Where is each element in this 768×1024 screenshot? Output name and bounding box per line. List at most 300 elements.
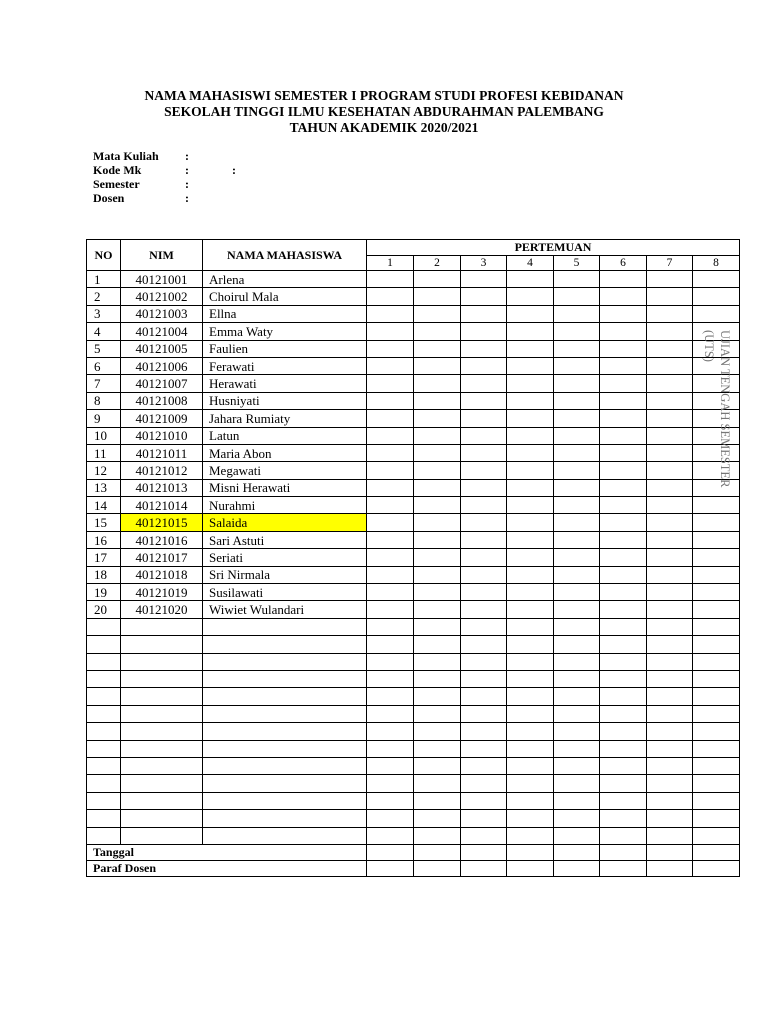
attendance-cell[interactable] bbox=[507, 340, 554, 357]
attendance-cell[interactable] bbox=[693, 670, 740, 687]
attendance-cell[interactable] bbox=[367, 775, 414, 792]
attendance-cell[interactable] bbox=[693, 705, 740, 722]
attendance-cell[interactable] bbox=[414, 323, 461, 340]
attendance-cell[interactable] bbox=[367, 618, 414, 635]
attendance-cell[interactable] bbox=[414, 775, 461, 792]
attendance-cell[interactable] bbox=[414, 497, 461, 514]
student-name: Sari Astuti bbox=[203, 531, 367, 548]
attendance-cell[interactable] bbox=[600, 514, 647, 531]
attendance-cell[interactable] bbox=[693, 549, 740, 566]
attendance-cell[interactable] bbox=[554, 636, 600, 653]
attendance-cell[interactable] bbox=[554, 392, 600, 409]
attendance-cell[interactable] bbox=[554, 479, 600, 496]
attendance-cell[interactable] bbox=[461, 810, 507, 827]
attendance-cell[interactable] bbox=[600, 688, 647, 705]
attendance-cell[interactable] bbox=[600, 670, 647, 687]
attendance-cell[interactable] bbox=[461, 723, 507, 740]
attendance-cell[interactable] bbox=[693, 723, 740, 740]
attendance-cell[interactable] bbox=[461, 584, 507, 601]
student-nim bbox=[121, 618, 203, 635]
attendance-cell[interactable] bbox=[507, 775, 554, 792]
attendance-cell[interactable] bbox=[507, 636, 554, 653]
attendance-cell[interactable] bbox=[414, 705, 461, 722]
attendance-cell[interactable] bbox=[507, 288, 554, 305]
attendance-cell[interactable] bbox=[600, 584, 647, 601]
attendance-cell[interactable] bbox=[554, 827, 600, 844]
attendance-cell[interactable] bbox=[367, 410, 414, 427]
student-name: Choirul Mala bbox=[203, 288, 367, 305]
attendance-cell[interactable] bbox=[647, 410, 693, 427]
signature-cell[interactable] bbox=[507, 860, 554, 876]
attendance-cell[interactable] bbox=[367, 462, 414, 479]
attendance-cell[interactable] bbox=[554, 601, 600, 618]
attendance-cell[interactable] bbox=[554, 514, 600, 531]
attendance-cell[interactable] bbox=[414, 271, 461, 288]
attendance-cell[interactable] bbox=[367, 566, 414, 583]
student-name bbox=[203, 775, 367, 792]
attendance-cell[interactable] bbox=[600, 775, 647, 792]
attendance-cell[interactable] bbox=[600, 497, 647, 514]
attendance-cell[interactable] bbox=[600, 636, 647, 653]
attendance-cell[interactable] bbox=[461, 775, 507, 792]
attendance-cell[interactable] bbox=[461, 827, 507, 844]
attendance-cell[interactable] bbox=[647, 810, 693, 827]
attendance-cell[interactable] bbox=[647, 566, 693, 583]
attendance-cell[interactable] bbox=[507, 323, 554, 340]
attendance-cell[interactable] bbox=[367, 357, 414, 374]
attendance-cell[interactable] bbox=[414, 601, 461, 618]
attendance-cell[interactable] bbox=[414, 549, 461, 566]
attendance-cell[interactable] bbox=[554, 723, 600, 740]
attendance-cell[interactable] bbox=[367, 792, 414, 809]
attendance-cell[interactable] bbox=[693, 757, 740, 774]
row-number bbox=[87, 792, 121, 809]
attendance-cell[interactable] bbox=[461, 357, 507, 374]
attendance-cell[interactable] bbox=[554, 410, 600, 427]
attendance-cell[interactable] bbox=[647, 271, 693, 288]
attendance-cell[interactable] bbox=[600, 549, 647, 566]
attendance-cell[interactable] bbox=[647, 514, 693, 531]
attendance-cell[interactable] bbox=[693, 792, 740, 809]
attendance-cell[interactable] bbox=[461, 497, 507, 514]
attendance-cell[interactable] bbox=[367, 479, 414, 496]
attendance-cell[interactable] bbox=[461, 410, 507, 427]
student-nim: 40121005 bbox=[121, 340, 203, 357]
student-nim: 40121004 bbox=[121, 323, 203, 340]
attendance-cell[interactable] bbox=[461, 288, 507, 305]
attendance-cell[interactable] bbox=[367, 531, 414, 548]
attendance-cell[interactable] bbox=[414, 410, 461, 427]
attendance-cell[interactable] bbox=[693, 740, 740, 757]
attendance-cell[interactable] bbox=[554, 740, 600, 757]
attendance-cell[interactable] bbox=[600, 705, 647, 722]
row-number: 3 bbox=[87, 305, 121, 322]
attendance-cell[interactable] bbox=[367, 392, 414, 409]
attendance-cell[interactable] bbox=[554, 444, 600, 461]
attendance-cell[interactable] bbox=[693, 531, 740, 548]
attendance-cell[interactable] bbox=[461, 375, 507, 392]
signature-cell[interactable] bbox=[693, 860, 740, 876]
attendance-cell[interactable] bbox=[414, 357, 461, 374]
attendance-cell[interactable] bbox=[647, 375, 693, 392]
attendance-cell[interactable] bbox=[507, 305, 554, 322]
attendance-cell[interactable] bbox=[367, 601, 414, 618]
attendance-cell[interactable] bbox=[414, 427, 461, 444]
attendance-cell[interactable] bbox=[414, 392, 461, 409]
attendance-cell[interactable] bbox=[693, 288, 740, 305]
attendance-cell[interactable] bbox=[461, 427, 507, 444]
attendance-cell[interactable] bbox=[367, 688, 414, 705]
attendance-cell[interactable] bbox=[554, 462, 600, 479]
attendance-cell[interactable] bbox=[461, 531, 507, 548]
attendance-cell[interactable] bbox=[414, 462, 461, 479]
date-cell[interactable] bbox=[600, 844, 647, 860]
attendance-cell[interactable] bbox=[461, 740, 507, 757]
attendance-cell[interactable] bbox=[554, 584, 600, 601]
colon: : bbox=[232, 163, 236, 177]
attendance-cell[interactable] bbox=[554, 705, 600, 722]
attendance-cell[interactable] bbox=[367, 497, 414, 514]
attendance-cell[interactable] bbox=[507, 601, 554, 618]
attendance-cell[interactable] bbox=[647, 479, 693, 496]
attendance-cell[interactable] bbox=[414, 792, 461, 809]
attendance-cell[interactable] bbox=[600, 427, 647, 444]
student-name: Salaida bbox=[203, 514, 367, 531]
attendance-cell[interactable] bbox=[414, 375, 461, 392]
attendance-cell[interactable] bbox=[507, 357, 554, 374]
attendance-cell[interactable] bbox=[507, 827, 554, 844]
attendance-cell[interactable] bbox=[647, 670, 693, 687]
attendance-cell[interactable] bbox=[647, 288, 693, 305]
empty-row bbox=[87, 705, 740, 722]
attendance-cell[interactable] bbox=[507, 375, 554, 392]
attendance-cell[interactable] bbox=[367, 705, 414, 722]
attendance-cell[interactable] bbox=[507, 410, 554, 427]
signature-cell[interactable] bbox=[600, 860, 647, 876]
attendance-cell[interactable] bbox=[507, 792, 554, 809]
attendance-cell[interactable] bbox=[554, 305, 600, 322]
attendance-cell[interactable] bbox=[461, 601, 507, 618]
attendance-cell[interactable] bbox=[600, 288, 647, 305]
colon: : bbox=[185, 191, 189, 205]
signature-cell[interactable] bbox=[414, 860, 461, 876]
date-cell[interactable] bbox=[693, 844, 740, 860]
attendance-cell[interactable] bbox=[647, 340, 693, 357]
date-cell[interactable] bbox=[367, 844, 414, 860]
attendance-cell[interactable] bbox=[647, 601, 693, 618]
attendance-cell[interactable] bbox=[647, 392, 693, 409]
mata-kuliah-label: Mata Kuliah bbox=[93, 149, 159, 163]
attendance-cell[interactable] bbox=[647, 531, 693, 548]
attendance-cell[interactable] bbox=[507, 479, 554, 496]
attendance-cell[interactable] bbox=[693, 688, 740, 705]
attendance-cell[interactable] bbox=[507, 566, 554, 583]
attendance-cell[interactable] bbox=[461, 340, 507, 357]
attendance-cell[interactable] bbox=[693, 584, 740, 601]
attendance-cell[interactable] bbox=[507, 705, 554, 722]
meeting-number: 8 bbox=[693, 256, 740, 271]
attendance-cell[interactable] bbox=[367, 323, 414, 340]
attendance-cell[interactable] bbox=[693, 810, 740, 827]
student-name: Misni Herawati bbox=[203, 479, 367, 496]
attendance-cell[interactable] bbox=[600, 792, 647, 809]
attendance-cell[interactable] bbox=[414, 531, 461, 548]
attendance-cell[interactable] bbox=[507, 531, 554, 548]
attendance-cell[interactable] bbox=[414, 757, 461, 774]
attendance-cell[interactable] bbox=[507, 757, 554, 774]
attendance-cell[interactable] bbox=[461, 514, 507, 531]
attendance-cell[interactable] bbox=[647, 305, 693, 322]
signature-cell[interactable] bbox=[647, 860, 693, 876]
attendance-cell[interactable] bbox=[647, 723, 693, 740]
attendance-cell[interactable] bbox=[367, 757, 414, 774]
attendance-cell[interactable] bbox=[600, 462, 647, 479]
attendance-cell[interactable] bbox=[507, 514, 554, 531]
attendance-cell[interactable] bbox=[647, 323, 693, 340]
attendance-cell[interactable] bbox=[367, 444, 414, 461]
attendance-cell[interactable] bbox=[600, 357, 647, 374]
attendance-cell[interactable] bbox=[600, 410, 647, 427]
attendance-cell[interactable] bbox=[461, 271, 507, 288]
attendance-cell[interactable] bbox=[647, 427, 693, 444]
attendance-cell[interactable] bbox=[507, 497, 554, 514]
attendance-cell[interactable] bbox=[554, 757, 600, 774]
attendance-cell[interactable] bbox=[647, 357, 693, 374]
title-line-2: SEKOLAH TINGGI ILMU KESEHATAN ABDURAHMAN PALEMBANG bbox=[164, 104, 604, 119]
attendance-cell[interactable] bbox=[461, 636, 507, 653]
attendance-cell[interactable] bbox=[600, 444, 647, 461]
attendance-cell[interactable] bbox=[414, 688, 461, 705]
attendance-cell[interactable] bbox=[693, 305, 740, 322]
attendance-cell[interactable] bbox=[507, 653, 554, 670]
attendance-cell[interactable] bbox=[693, 618, 740, 635]
attendance-cell[interactable] bbox=[647, 549, 693, 566]
attendance-cell[interactable] bbox=[461, 323, 507, 340]
attendance-cell[interactable] bbox=[461, 462, 507, 479]
attendance-cell[interactable] bbox=[461, 618, 507, 635]
attendance-cell[interactable] bbox=[461, 392, 507, 409]
student-name bbox=[203, 636, 367, 653]
signature-cell[interactable] bbox=[367, 860, 414, 876]
student-row bbox=[87, 531, 740, 548]
attendance-cell[interactable] bbox=[367, 653, 414, 670]
attendance-cell[interactable] bbox=[367, 305, 414, 322]
attendance-cell[interactable] bbox=[647, 705, 693, 722]
date-cell[interactable] bbox=[414, 844, 461, 860]
attendance-cell[interactable] bbox=[600, 375, 647, 392]
attendance-cell[interactable] bbox=[414, 584, 461, 601]
attendance-cell[interactable] bbox=[600, 323, 647, 340]
attendance-cell[interactable] bbox=[414, 514, 461, 531]
attendance-cell[interactable] bbox=[507, 618, 554, 635]
attendance-cell[interactable] bbox=[693, 601, 740, 618]
attendance-cell[interactable] bbox=[647, 740, 693, 757]
attendance-cell[interactable] bbox=[507, 670, 554, 687]
attendance-cell[interactable] bbox=[507, 271, 554, 288]
attendance-cell[interactable] bbox=[507, 740, 554, 757]
attendance-cell[interactable] bbox=[554, 549, 600, 566]
attendance-cell[interactable] bbox=[647, 827, 693, 844]
attendance-cell[interactable] bbox=[554, 375, 600, 392]
attendance-cell[interactable] bbox=[507, 688, 554, 705]
attendance-cell[interactable] bbox=[367, 514, 414, 531]
colon: : bbox=[185, 177, 189, 191]
attendance-cell[interactable] bbox=[507, 723, 554, 740]
attendance-cell[interactable] bbox=[600, 340, 647, 357]
attendance-cell[interactable] bbox=[367, 670, 414, 687]
attendance-cell[interactable] bbox=[647, 653, 693, 670]
student-nim bbox=[121, 792, 203, 809]
attendance-cell[interactable] bbox=[367, 584, 414, 601]
attendance-cell[interactable] bbox=[693, 566, 740, 583]
attendance-cell[interactable] bbox=[554, 271, 600, 288]
attendance-cell[interactable] bbox=[367, 288, 414, 305]
attendance-cell[interactable] bbox=[554, 288, 600, 305]
attendance-cell[interactable] bbox=[647, 775, 693, 792]
attendance-cell[interactable] bbox=[414, 618, 461, 635]
attendance-cell[interactable] bbox=[414, 827, 461, 844]
attendance-cell[interactable] bbox=[600, 305, 647, 322]
attendance-cell[interactable] bbox=[367, 271, 414, 288]
attendance-cell[interactable] bbox=[367, 549, 414, 566]
attendance-cell[interactable] bbox=[461, 705, 507, 722]
date-cell[interactable] bbox=[461, 844, 507, 860]
attendance-cell[interactable] bbox=[414, 740, 461, 757]
attendance-cell[interactable] bbox=[414, 636, 461, 653]
attendance-cell[interactable] bbox=[367, 723, 414, 740]
attendance-cell[interactable] bbox=[554, 688, 600, 705]
attendance-cell[interactable] bbox=[554, 340, 600, 357]
signature-cell[interactable] bbox=[461, 860, 507, 876]
attendance-cell[interactable] bbox=[554, 792, 600, 809]
attendance-cell[interactable] bbox=[600, 618, 647, 635]
attendance-cell[interactable] bbox=[414, 340, 461, 357]
attendance-cell[interactable] bbox=[461, 444, 507, 461]
attendance-cell[interactable] bbox=[461, 566, 507, 583]
student-nim bbox=[121, 740, 203, 757]
attendance-cell[interactable] bbox=[414, 810, 461, 827]
student-row bbox=[87, 444, 740, 461]
student-name bbox=[203, 723, 367, 740]
attendance-cell[interactable] bbox=[414, 723, 461, 740]
attendance-cell[interactable] bbox=[461, 792, 507, 809]
attendance-cell[interactable] bbox=[600, 531, 647, 548]
attendance-cell[interactable] bbox=[461, 305, 507, 322]
attendance-cell[interactable] bbox=[414, 653, 461, 670]
attendance-cell[interactable] bbox=[693, 775, 740, 792]
attendance-cell[interactable] bbox=[600, 757, 647, 774]
student-name bbox=[203, 670, 367, 687]
attendance-cell[interactable] bbox=[507, 810, 554, 827]
attendance-cell[interactable] bbox=[461, 479, 507, 496]
attendance-cell[interactable] bbox=[367, 827, 414, 844]
attendance-cell[interactable] bbox=[600, 271, 647, 288]
attendance-cell[interactable] bbox=[647, 757, 693, 774]
attendance-cell[interactable] bbox=[461, 653, 507, 670]
attendance-cell[interactable] bbox=[600, 392, 647, 409]
attendance-cell[interactable] bbox=[414, 288, 461, 305]
attendance-cell[interactable] bbox=[647, 688, 693, 705]
attendance-cell[interactable] bbox=[507, 549, 554, 566]
attendance-cell[interactable] bbox=[600, 653, 647, 670]
student-row bbox=[87, 305, 740, 322]
attendance-cell[interactable] bbox=[507, 444, 554, 461]
attendance-cell[interactable] bbox=[647, 497, 693, 514]
attendance-cell[interactable] bbox=[554, 810, 600, 827]
attendance-cell[interactable] bbox=[461, 549, 507, 566]
row-number: 12 bbox=[87, 462, 121, 479]
student-name bbox=[203, 705, 367, 722]
attendance-cell[interactable] bbox=[647, 636, 693, 653]
attendance-cell[interactable] bbox=[414, 305, 461, 322]
attendance-cell[interactable] bbox=[507, 584, 554, 601]
row-number: 7 bbox=[87, 375, 121, 392]
attendance-cell[interactable] bbox=[461, 670, 507, 687]
attendance-cell[interactable] bbox=[414, 479, 461, 496]
attendance-cell[interactable] bbox=[693, 827, 740, 844]
attendance-cell[interactable] bbox=[600, 723, 647, 740]
attendance-cell[interactable] bbox=[367, 740, 414, 757]
attendance-cell[interactable] bbox=[647, 462, 693, 479]
attendance-cell[interactable] bbox=[600, 601, 647, 618]
attendance-cell[interactable] bbox=[507, 462, 554, 479]
attendance-cell[interactable] bbox=[554, 357, 600, 374]
attendance-cell[interactable] bbox=[554, 531, 600, 548]
attendance-cell[interactable] bbox=[367, 636, 414, 653]
attendance-cell[interactable] bbox=[554, 653, 600, 670]
student-nim: 40121012 bbox=[121, 462, 203, 479]
attendance-cell[interactable] bbox=[693, 271, 740, 288]
signature-cell[interactable] bbox=[554, 860, 600, 876]
attendance-cell[interactable] bbox=[554, 427, 600, 444]
attendance-cell[interactable] bbox=[554, 670, 600, 687]
attendance-cell[interactable] bbox=[647, 792, 693, 809]
attendance-cell[interactable] bbox=[647, 584, 693, 601]
date-cell[interactable] bbox=[554, 844, 600, 860]
attendance-cell[interactable] bbox=[367, 810, 414, 827]
attendance-cell[interactable] bbox=[693, 636, 740, 653]
attendance-cell[interactable] bbox=[554, 775, 600, 792]
student-nim: 40121019 bbox=[121, 584, 203, 601]
attendance-cell[interactable] bbox=[600, 566, 647, 583]
attendance-cell[interactable] bbox=[554, 618, 600, 635]
meeting-number: 7 bbox=[647, 256, 693, 271]
attendance-cell[interactable] bbox=[554, 323, 600, 340]
attendance-cell[interactable] bbox=[554, 497, 600, 514]
attendance-cell[interactable] bbox=[414, 444, 461, 461]
attendance-cell[interactable] bbox=[554, 566, 600, 583]
attendance-cell[interactable] bbox=[600, 740, 647, 757]
date-cell[interactable] bbox=[647, 844, 693, 860]
attendance-cell[interactable] bbox=[647, 618, 693, 635]
attendance-cell[interactable] bbox=[367, 427, 414, 444]
attendance-cell[interactable] bbox=[461, 757, 507, 774]
attendance-cell[interactable] bbox=[414, 566, 461, 583]
row-number: 15 bbox=[87, 514, 121, 531]
attendance-cell[interactable] bbox=[461, 688, 507, 705]
date-cell[interactable] bbox=[507, 844, 554, 860]
attendance-cell[interactable] bbox=[647, 444, 693, 461]
attendance-cell[interactable] bbox=[693, 653, 740, 670]
attendance-cell[interactable] bbox=[507, 427, 554, 444]
attendance-cell[interactable] bbox=[507, 392, 554, 409]
attendance-cell[interactable] bbox=[600, 810, 647, 827]
attendance-cell[interactable] bbox=[414, 670, 461, 687]
attendance-cell[interactable] bbox=[600, 479, 647, 496]
attendance-cell[interactable] bbox=[600, 827, 647, 844]
attendance-cell[interactable] bbox=[367, 375, 414, 392]
attendance-cell[interactable] bbox=[367, 340, 414, 357]
